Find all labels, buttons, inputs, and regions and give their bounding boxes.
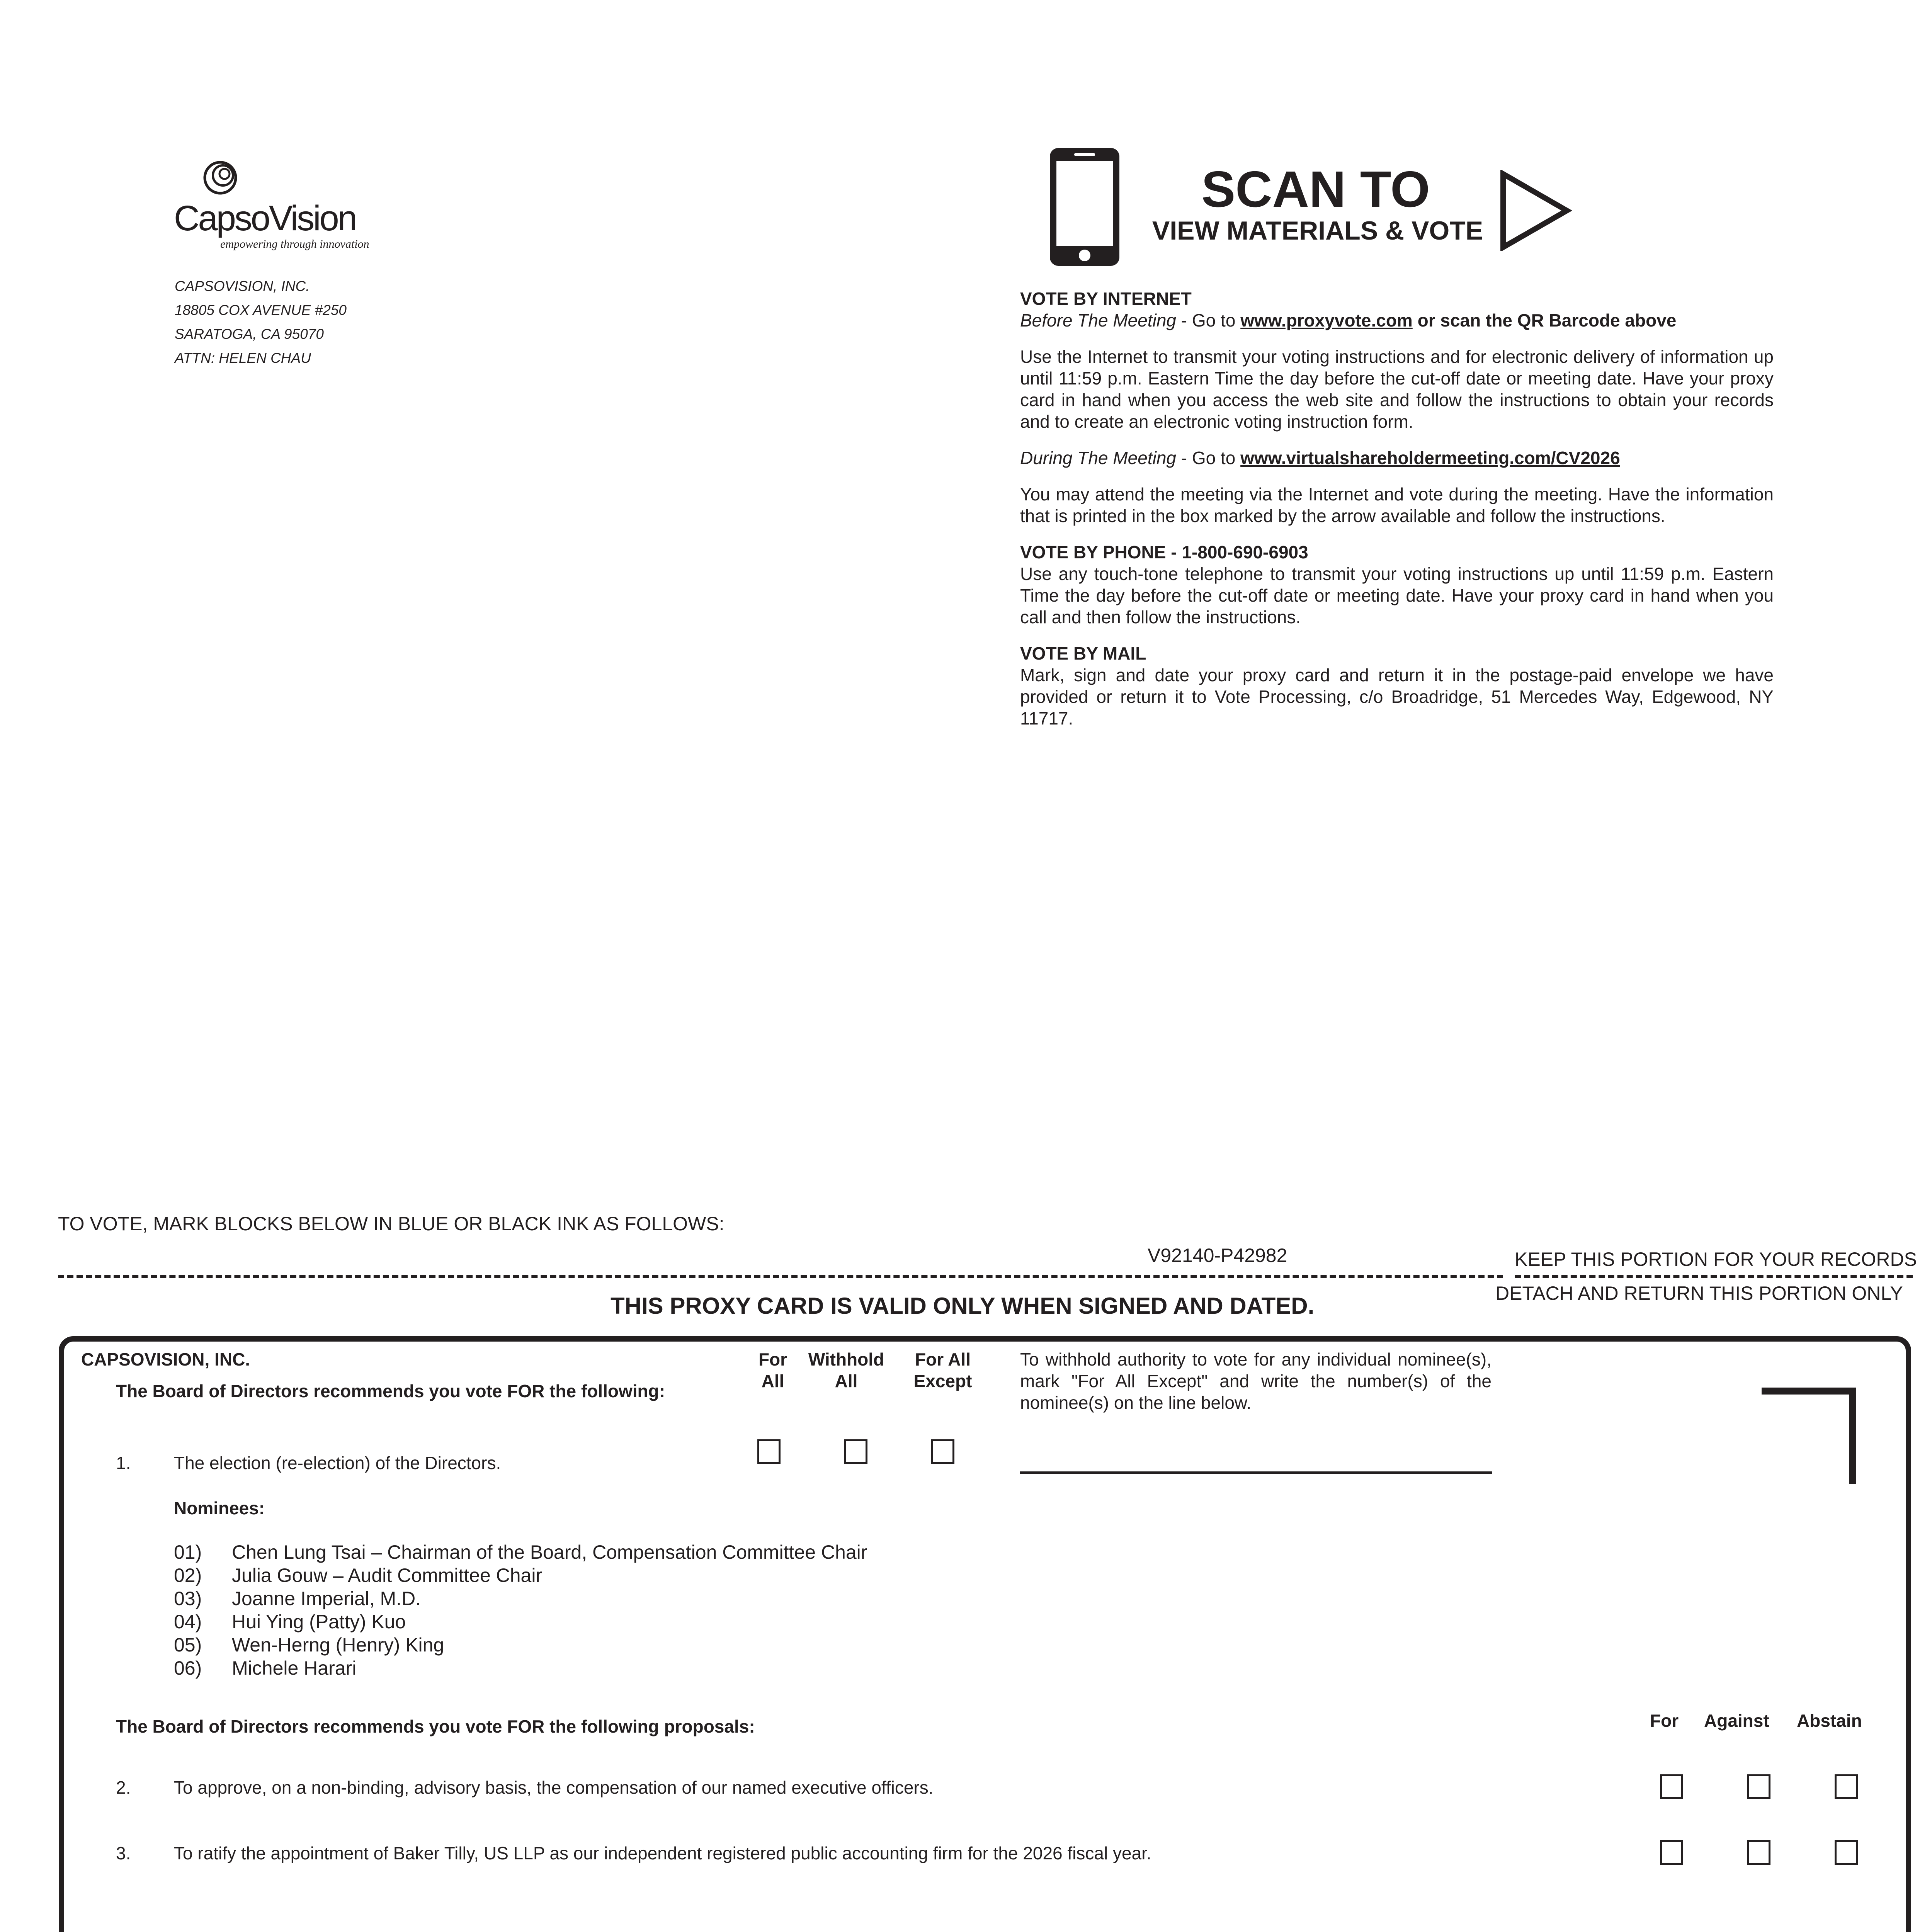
col-for-all [750, 1349, 796, 1392]
nominees-label: Nominees: [174, 1498, 265, 1518]
during-meeting-line [1020, 447, 1774, 469]
during-meeting-text: You may attend the meeting via the Internet and vote during the meeting. Have the information that is printed in the box marked by the arrow available and follow the instructions. [1020, 484, 1774, 526]
nominee-number: 04) [174, 1611, 202, 1633]
col-label: All [835, 1371, 858, 1391]
ink-instructions: TO VOTE, MARK BLOCKS BELOW IN BLUE OR BLACK INK AS FOLLOWS: [58, 1213, 724, 1235]
nominee-name: Hui Ying (Patty) Kuo [232, 1611, 406, 1633]
checkbox-item3-for[interactable] [1660, 1840, 1683, 1865]
arrow-right-icon [1499, 170, 1573, 251]
nominee-name: Julia Gouw – Audit Committee Chair [232, 1565, 543, 1586]
item-1-number: 1. [116, 1453, 131, 1473]
col-label: Withhold [808, 1349, 884, 1369]
company-logo [170, 158, 371, 255]
logo-swirl-icon [199, 158, 242, 197]
proxyvote-link[interactable]: www.proxyvote.com [1240, 310, 1413, 330]
nominee-number: 06) [174, 1657, 202, 1679]
phone-heading: VOTE BY PHONE - 1-800-690-6903 [1020, 542, 1308, 562]
mail-heading: VOTE BY MAIL [1020, 643, 1146, 663]
control-id: V92140-P42982 [1148, 1245, 1287, 1266]
during-meeting-prefix: - Go to [1176, 448, 1241, 468]
nominee-number: 01) [174, 1541, 202, 1563]
keep-portion-label: KEEP THIS PORTION FOR YOUR RECORDS [1515, 1248, 1917, 1270]
address-line: CAPSOVISION, INC. [175, 278, 310, 294]
nominee-number: 03) [174, 1588, 202, 1609]
before-meeting-suffix: or scan the QR Barcode above [1412, 310, 1677, 330]
nominee-row [174, 1564, 867, 1587]
checkbox-item3-against[interactable] [1747, 1840, 1770, 1865]
logo-wordmark: CapsoVision [174, 199, 356, 238]
address-line: 18805 COX AVENUE #250 [175, 302, 347, 318]
nominee-name: Chen Lung Tsai – Chairman of the Board, Compensation Committee Chair [232, 1541, 867, 1563]
item-3-number: 3. [116, 1843, 131, 1863]
corner-mark-icon [1760, 1387, 1861, 1488]
checkbox-withhold-all[interactable] [844, 1439, 867, 1464]
address-line: ATTN: HELEN CHAU [175, 350, 311, 366]
checkbox-item3-abstain[interactable] [1835, 1840, 1858, 1865]
recommendation-1: The Board of Directors recommends you vote FOR the following: [116, 1381, 665, 1401]
scan-title: SCAN TO [1201, 161, 1430, 218]
voting-methods [1020, 288, 1774, 729]
col-withhold-all [796, 1349, 896, 1392]
before-meeting-text: Use the Internet to transmit your voting instructions and for electronic delivery of information up until 11:59 p.m. Eastern Time the day before the cut-off date or meeting date. Have your proxy card in hand when you access the web site and follow the instructions to obtain your records and to create an electronic voting instruction form. [1020, 347, 1774, 432]
detach-dashed-line [58, 1275, 1503, 1278]
col-label: For All [915, 1349, 971, 1369]
col-label: For [758, 1349, 787, 1369]
checkbox-item2-against[interactable] [1747, 1774, 1770, 1799]
nominee-number: 02) [174, 1565, 202, 1586]
nominee-name: Michele Harari [232, 1657, 357, 1679]
col-label: All [761, 1371, 784, 1391]
detach-portion-label: DETACH AND RETURN THIS PORTION ONLY [1495, 1282, 1903, 1304]
keep-dashed-line [1515, 1275, 1913, 1278]
withhold-note: To withhold authority to vote for any individual nominee(s), mark "For All Except" and write the number(s) of the nominee(s) on the line below. [1020, 1349, 1492, 1413]
nominee-row [174, 1587, 867, 1610]
col-for: For [1650, 1711, 1679, 1731]
nominee-list [174, 1541, 867, 1680]
scan-subtitle: VIEW MATERIALS & VOTE [1152, 216, 1483, 245]
recommendation-2: The Board of Directors recommends you vote FOR the following proposals: [116, 1716, 755, 1736]
col-abstain: Abstain [1797, 1711, 1862, 1731]
logo-tagline: empowering through innovation [220, 238, 369, 250]
item-1-text: The election (re-election) of the Directors. [174, 1453, 501, 1473]
phone-icon [1048, 146, 1121, 268]
valid-notice: THIS PROXY CARD IS VALID ONLY WHEN SIGNED AND DATED. [611, 1293, 1315, 1319]
mail-text: Mark, sign and date your proxy card and return it in the postage-paid envelope we have provided or return it to Vote Processing, c/o Broadridge, 51 Mercedes Way, Edgewood, NY 11717. [1020, 665, 1774, 728]
nominee-row [174, 1656, 867, 1680]
item-2-number: 2. [116, 1777, 131, 1798]
item-2-text: To approve, on a non-binding, advisory basis, the compensation of our named executive officers. [174, 1777, 934, 1798]
before-meeting-label: Before The Meeting [1020, 310, 1177, 330]
col-label: Except [913, 1371, 972, 1391]
nominee-row [174, 1610, 867, 1633]
nominee-number: 05) [174, 1634, 202, 1656]
checkbox-for-all-except[interactable] [931, 1439, 954, 1464]
phone-text: Use any touch-tone telephone to transmit your voting instructions up until 11:59 p.m. Eastern Time the day before the cut-off date or meeting date. Have your proxy card in hand when you call and then follow the instructions. [1020, 564, 1774, 627]
virtual-meeting-link[interactable]: www.virtualshareholdermeeting.com/CV2026 [1240, 448, 1620, 468]
before-meeting-line [1020, 310, 1774, 331]
checkbox-item2-abstain[interactable] [1835, 1774, 1858, 1799]
col-against: Against [1704, 1711, 1769, 1731]
nominee-name: Wen-Herng (Henry) King [232, 1634, 444, 1656]
nominee-exception-line[interactable] [1020, 1471, 1492, 1474]
before-meeting-prefix: - Go to [1176, 310, 1241, 330]
internet-heading: VOTE BY INTERNET [1020, 289, 1192, 309]
nominee-name: Joanne Imperial, M.D. [232, 1588, 421, 1609]
checkbox-for-all[interactable] [757, 1439, 781, 1464]
col-for-all-except [900, 1349, 985, 1392]
return-address [175, 274, 347, 370]
during-meeting-label: During The Meeting [1020, 448, 1176, 468]
item-3-text: To ratify the appointment of Baker Tilly, US LLP as our independent registered public accounting firm for the 2026 fiscal year. [174, 1843, 1151, 1863]
card-company: CAPSOVISION, INC. [81, 1349, 250, 1369]
nominee-row [174, 1541, 867, 1564]
address-line: SARATOGA, CA 95070 [175, 326, 324, 342]
nominee-row [174, 1633, 867, 1656]
checkbox-item2-for[interactable] [1660, 1774, 1683, 1799]
